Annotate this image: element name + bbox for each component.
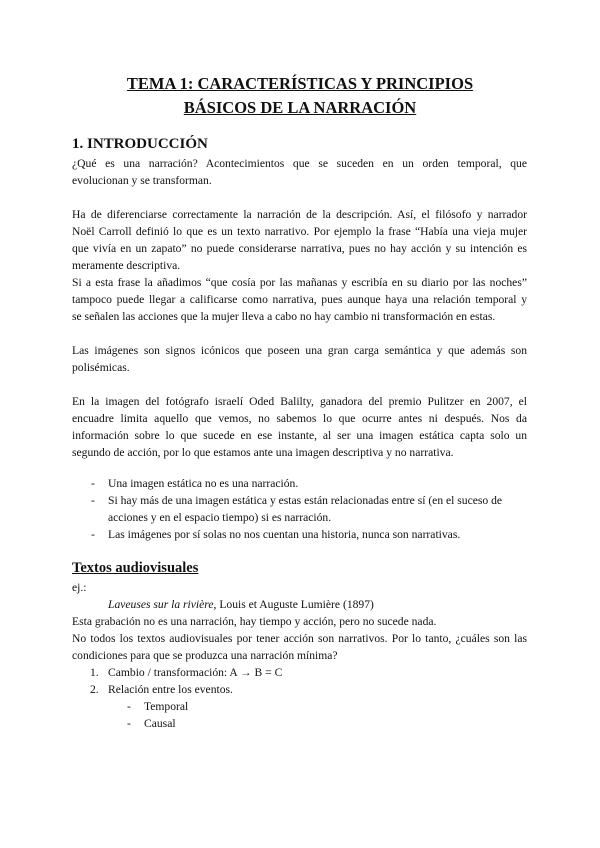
sub-bullet-marker: -	[127, 700, 131, 713]
bullet-marker: -	[91, 528, 95, 541]
paragraph-line: Noël Carroll definió lo que es un texto narrativo. Por ejemplo la frase “Había una vieja mujer	[72, 225, 527, 238]
paragraph-line: condiciones para que se produzca una narración mínima?	[72, 649, 338, 662]
section-heading-introduccion: 1. INTRODUCCIÓN	[72, 136, 208, 152]
paragraph-line: información sobre lo que sucede en ese instante, al ser una imagen estática capta solo un	[72, 429, 527, 442]
paragraph-line: Esta grabación no es una narración, hay tiempo y acción, pero no sucede nada.	[72, 615, 437, 628]
bullet-marker: -	[91, 494, 95, 507]
document-title-line-2: BÁSICOS DE LA NARRACIÓN	[183, 98, 417, 117]
paragraph-line: Si a esta frase la añadimos “que cosía por las mañanas y escribía en su diario por las noches”	[72, 276, 527, 289]
paragraph-line: segundo de acción, por lo que estamos ante una imagen descriptiva y no narrativa.	[72, 446, 454, 459]
paragraph-line: tampoco puede llegar a calificarse como narrativa, pues aunque haya una relación temporal y	[72, 293, 527, 306]
section-heading-textos-audiovisuales: Textos audiovisuales	[72, 560, 199, 576]
bullet-item: Las imágenes por sí solas no nos cuentan una historia, nunca son narrativas.	[108, 528, 461, 541]
paragraph-line: se señalen las acciones que la mujer lleva a cabo no hay cambio ni transformación en estas.	[72, 310, 496, 323]
numbered-item-text: Cambio / transformación: A → B = C	[108, 666, 283, 679]
numbered-item-number: 1.	[90, 666, 99, 679]
film-title: Laveuses sur la rivière	[108, 598, 214, 611]
bullet-item-continuation: acciones y en el espacio tiempo) si es narración.	[108, 511, 332, 524]
paragraph-line: que vivía en un zapato” no puede considerarse narrativa, pues no hay acción y su intención es	[72, 242, 527, 255]
bullet-item: Una imagen estática no es una narración.	[108, 477, 299, 490]
paragraph-line: Las imágenes son signos icónicos que poseen una gran carga semántica y que además son	[72, 344, 527, 357]
document-title-line-1: TEMA 1: CARACTERÍSTICAS Y PRINCIPIOS	[126, 74, 474, 93]
film-credits: , Louis et Auguste Lumière (1897)	[213, 598, 374, 611]
paragraph-line: ¿Qué es una narración? Acontecimientos que se suceden en un orden temporal, que	[72, 157, 527, 170]
paragraph-line: No todos los textos audiovisuales por tener acción son narrativos. Por lo tanto, ¿cuáles son las	[72, 632, 527, 645]
bullet-item: Si hay más de una imagen estática y estas están relacionadas entre sí (en el suceso de	[108, 494, 503, 507]
sub-item: Temporal	[144, 700, 189, 713]
sub-item: Causal	[144, 717, 176, 730]
film-reference	[108, 598, 374, 611]
bullet-marker: -	[91, 477, 95, 490]
example-label: ej.:	[72, 581, 87, 594]
paragraph-line: encuadre limita aquello que vemos, no sabemos lo que ocurre antes ni después. Nos da	[72, 412, 527, 425]
numbered-item-number: 2.	[90, 683, 99, 696]
paragraph-line: En la imagen del fotógrafo israelí Oded Balilty, ganadora del premio Pulitzer en 2007, el	[72, 395, 527, 408]
paragraph-line: evolucionan y se transforman.	[72, 174, 212, 187]
paragraph-line: Ha de diferenciarse correctamente la narración de la descripción. Así, el filósofo y narrador	[72, 208, 527, 221]
sub-bullet-marker: -	[127, 717, 131, 730]
numbered-item-text: Relación entre los eventos.	[108, 683, 233, 696]
paragraph-line: polisémicas.	[72, 361, 130, 374]
paragraph-line: meramente descriptiva.	[72, 259, 181, 272]
